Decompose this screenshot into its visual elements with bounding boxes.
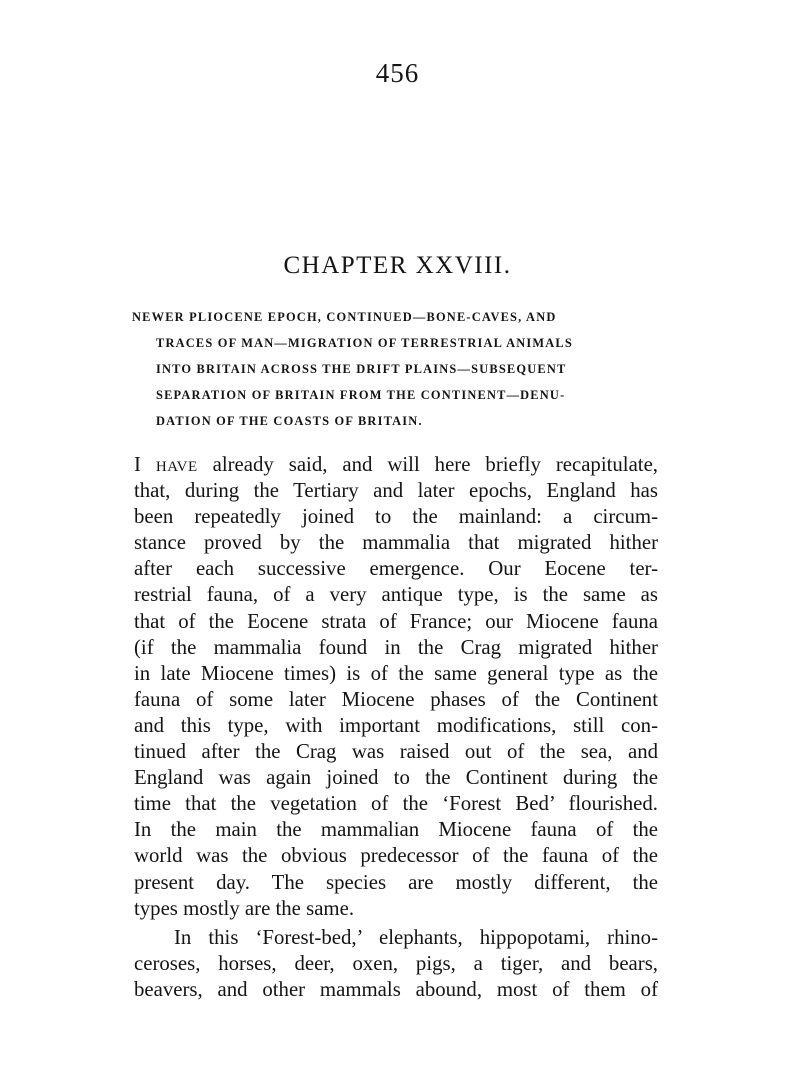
paragraph-line: (if the mammalia found in the Crag migrated hither (134, 635, 658, 659)
paragraph-line: types mostly are the same. (134, 896, 355, 920)
paragraph-line: fauna of some later Miocene phases of the Continent (134, 687, 658, 711)
lead-smallcaps: have (155, 453, 198, 476)
summary-line: SEPARATION OF BRITAIN FROM THE CONTINENT—DENU- (156, 388, 566, 402)
paragraph-line: restrial fauna, of a very antique type, is the same as (134, 583, 658, 607)
paragraph-line: beavers, and other mammals abound, most of them of (134, 977, 658, 1001)
paragraph-line: In the main the mammalian Miocene fauna of the (134, 818, 658, 842)
paragraph-line: England was again joined to the Continent during the (134, 766, 658, 790)
summary-line: DATION OF THE COASTS OF BRITAIN. (156, 414, 423, 428)
paragraph-line: that of the Eocene strata of France; our Miocene fauna (134, 609, 658, 633)
summary-line: NEWER PLIOCENE EPOCH, CONTINUED—BONE-CAVES, AND (132, 310, 557, 324)
page-number: 456 (375, 58, 420, 88)
paragraph-line: after each successive emergence. Our Eocene ter- (134, 557, 658, 581)
chapter-title: CHAPTER XXVIII. (283, 252, 512, 279)
paragraph-line: that, during the Tertiary and later epochs, England has (134, 479, 658, 503)
chapter-summary (132, 304, 654, 434)
paragraph-line: In this ‘Forest-bed,’ elephants, hippopotami, rhino- (174, 925, 658, 949)
body-text (134, 452, 658, 1003)
lead-initial: I (134, 453, 156, 476)
summary-line: TRACES OF MAN—MIGRATION OF TERRESTRIAL ANIMALS (156, 336, 573, 350)
paragraph-line: been repeatedly joined to the mainland: a circum- (134, 505, 658, 529)
paragraph-line (134, 452, 658, 478)
paragraph-line: world was the obvious predecessor of the fauna of the (134, 844, 658, 868)
paragraph-line: present day. The species are mostly different, the (134, 870, 658, 894)
paragraph-line: in late Miocene times) is of the same general type as the (134, 661, 658, 685)
paragraph-line: stance proved by the mammalia that migrated hither (134, 531, 658, 555)
paragraph-line: and this type, with important modifications, still con- (134, 713, 658, 737)
summary-line: INTO BRITAIN ACROSS THE DRIFT PLAINS—SUBSEQUENT (156, 362, 567, 376)
paragraph-line: time that the vegetation of the ‘Forest Bed’ flourished. (134, 792, 658, 816)
first-line-rest: already said, and will here briefly recapitulate, (197, 453, 659, 476)
paragraph-line: tinued after the Crag was raised out of the sea, and (134, 740, 658, 764)
paragraph-line: ceroses, horses, deer, oxen, pigs, a tiger, and bears, (134, 951, 658, 975)
